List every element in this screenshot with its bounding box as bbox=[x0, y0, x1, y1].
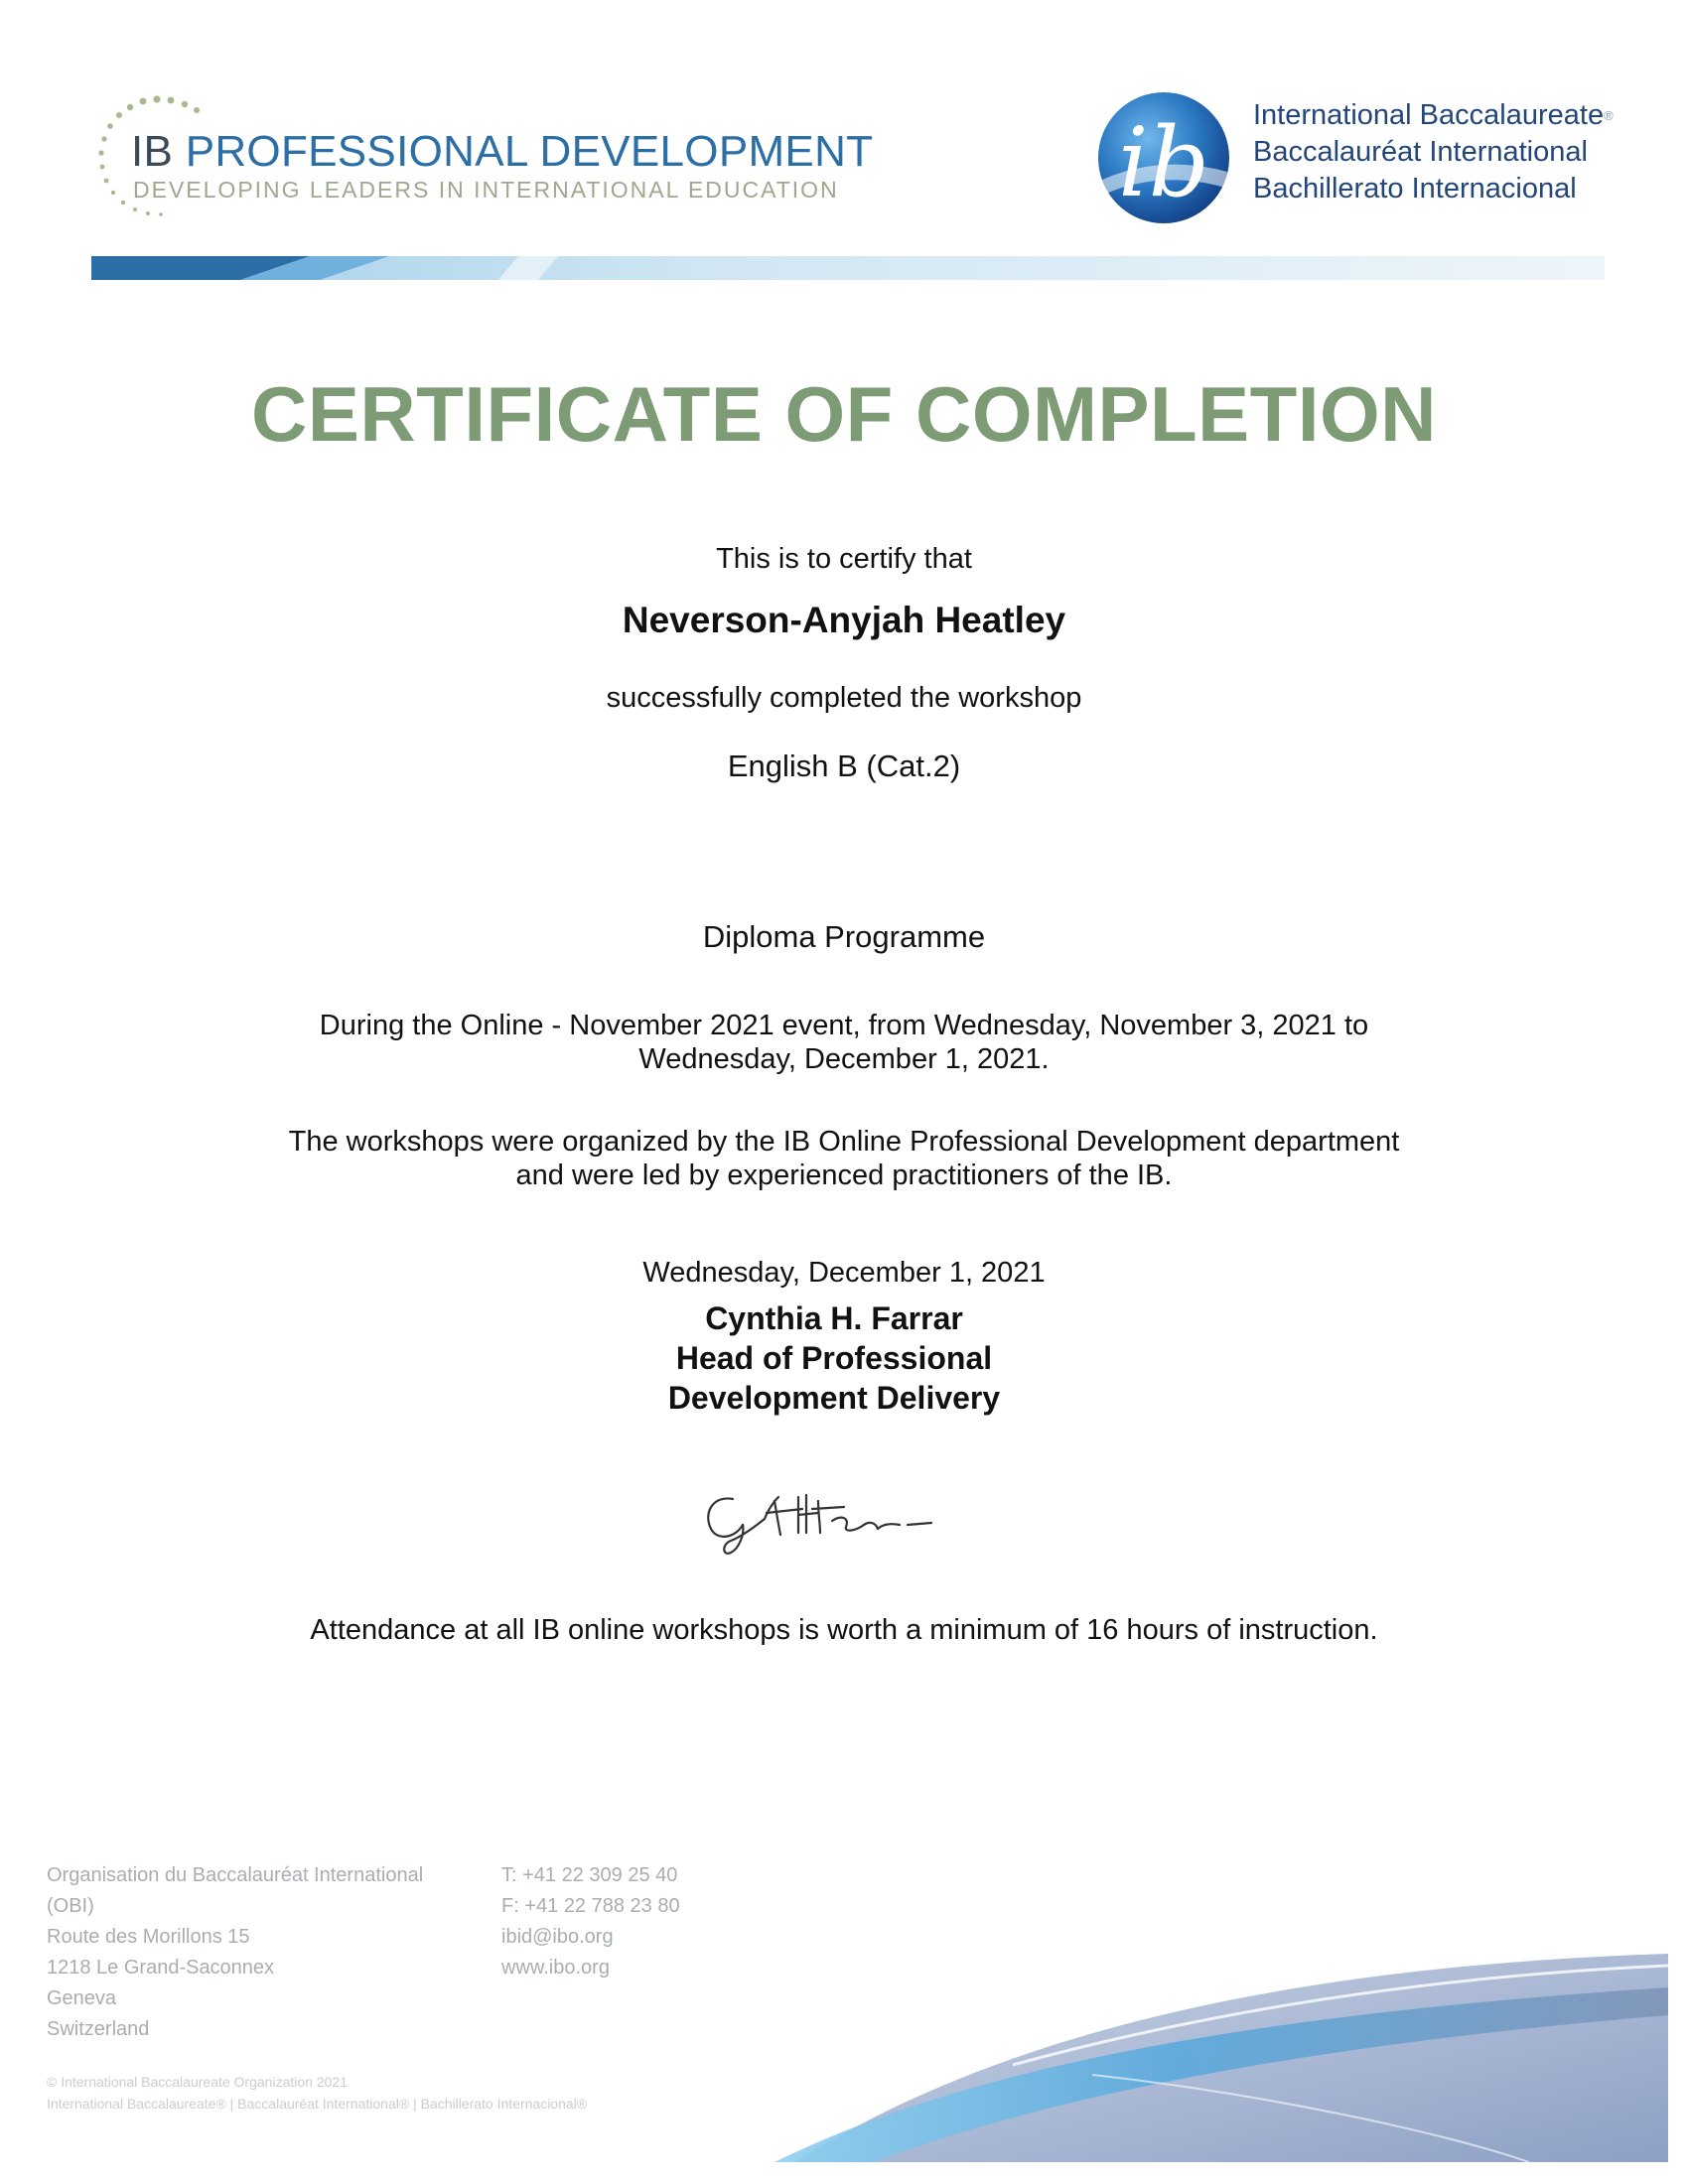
footer-address bbox=[47, 1860, 423, 2045]
pd-logo-subtitle: DEVELOPING LEADERS IN INTERNATIONAL EDUCATION bbox=[133, 177, 839, 203]
phone-number: T: +41 22 309 25 40 bbox=[501, 1864, 678, 1886]
copyright-line: © International Baccalaureate Organization 2021 bbox=[47, 2074, 348, 2090]
organized-line: The workshops were organized by the IB Online Professional Development department bbox=[288, 1126, 1400, 1158]
address-line: Organisation du Baccalauréat International bbox=[47, 1864, 424, 1886]
event-line: During the Online - November 2021 event, from Wednesday, November 3, 2021 to bbox=[319, 1010, 1369, 1041]
signer-name: Cynthia H. Farrar bbox=[705, 1300, 963, 1336]
signature-date: Wednesday, December 1, 2021 bbox=[642, 1257, 1046, 1289]
ib-name-spanish: Bachillerato Internacional bbox=[1253, 173, 1577, 205]
programme-name: Diploma Programme bbox=[702, 919, 986, 954]
signer-role-line: Development Delivery bbox=[667, 1380, 1001, 1416]
website-url: www.ibo.org bbox=[501, 1957, 610, 1979]
ib-name-english: International Baccalaureate® bbox=[1253, 99, 1614, 131]
email-address: ibid@ibo.org bbox=[501, 1926, 614, 1948]
signer-role-line: Head of Professional bbox=[675, 1340, 993, 1376]
handwritten-signature bbox=[695, 1479, 953, 1569]
footer-copyright bbox=[47, 2071, 682, 2115]
ib-organization-names bbox=[1253, 97, 1614, 207]
signer-role bbox=[616, 1338, 1053, 1418]
registered-mark: ® bbox=[1604, 108, 1614, 123]
organized-line: and were led by experienced practitioners of the IB. bbox=[515, 1160, 1173, 1191]
address-line: Switzerland bbox=[47, 2018, 150, 2040]
event-line: Wednesday, December 1, 2021. bbox=[638, 1043, 1050, 1075]
certificate-title: CERTIFICATE OF COMPLETION bbox=[250, 370, 1437, 458]
workshop-name: English B (Cat.2) bbox=[727, 749, 961, 783]
certify-line: This is to certify that bbox=[716, 543, 972, 575]
trademark-line: International Baccalaureate® | Baccalauréat International® | Bachillerato Internacional® bbox=[47, 2096, 588, 2112]
recipient-name: Neverson-Anyjah Heatley bbox=[622, 600, 1066, 640]
ib-emblem-text: ib bbox=[1117, 107, 1210, 218]
footer-swoosh-graphic bbox=[755, 1946, 1668, 2162]
header-divider-band bbox=[91, 256, 1605, 280]
pd-logo-title bbox=[131, 127, 873, 177]
ib-emblem-logo bbox=[1092, 84, 1231, 228]
attendance-note: Attendance at all IB online workshops is worth a minimum of 16 hours of instruction. bbox=[310, 1614, 1378, 1646]
address-line: 1218 Le Grand-Saconnex bbox=[47, 1957, 275, 1979]
fax-number: F: +41 22 788 23 80 bbox=[501, 1895, 680, 1917]
address-line: Geneva bbox=[47, 1987, 117, 2009]
address-line: (OBI) bbox=[47, 1895, 94, 1917]
organized-paragraph bbox=[0, 1125, 1688, 1192]
ib-professional-development-logo bbox=[87, 91, 874, 230]
footer-contact bbox=[501, 1860, 680, 1983]
pd-logo-title-text: PROFESSIONAL DEVELOPMENT bbox=[173, 127, 874, 176]
completed-line: successfully completed the workshop bbox=[606, 682, 1082, 714]
pd-logo-prefix: IB bbox=[131, 127, 174, 176]
ib-name-french: Baccalauréat International bbox=[1253, 136, 1588, 168]
address-line: Route des Morillons 15 bbox=[47, 1926, 250, 1948]
event-paragraph bbox=[0, 1009, 1688, 1076]
